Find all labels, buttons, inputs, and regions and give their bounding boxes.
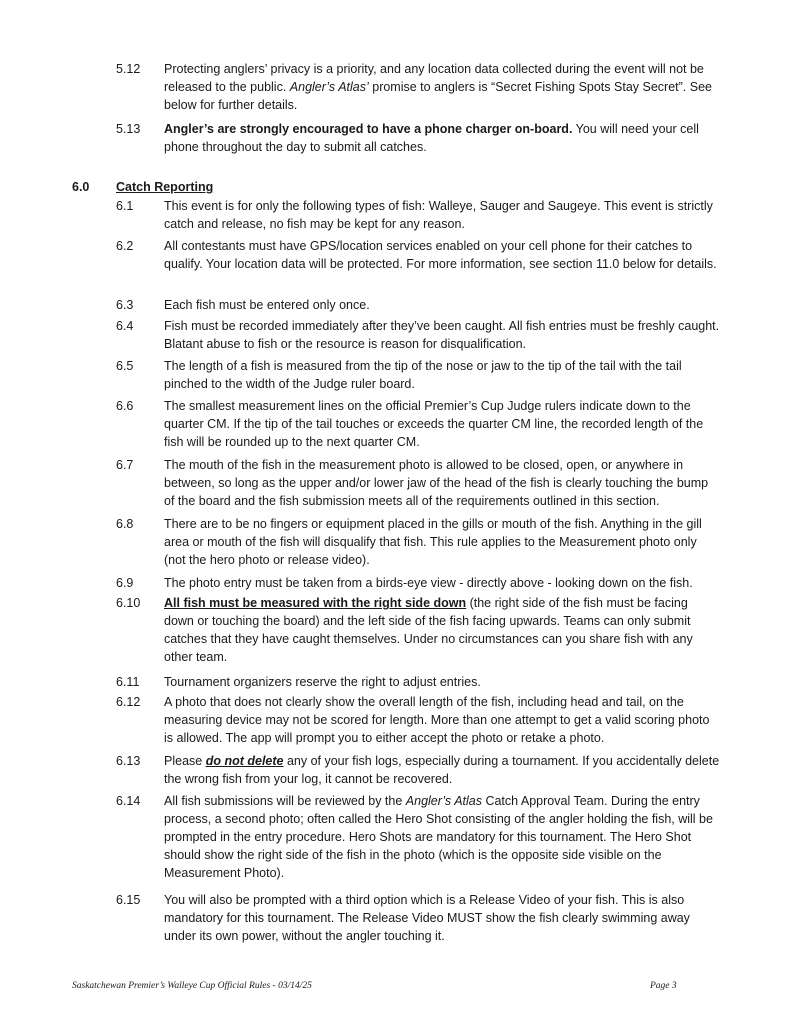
item-number: 6.13 (116, 754, 141, 768)
item-number: 6.3 (116, 298, 134, 312)
text-run: Catch Approval Team. During the entry process, a second photo; often called the Hero Shot consisting of the angler holding the fish, will be prompted in the entry procedure. Hero Shots are mandatory for this tournament. The Hero Shot should show the right side of the fish in the photo (which is the opposite side visible on the Measurement Photo). (164, 794, 713, 880)
text-run: You will need your cell phone throughout the day to submit all catches. (164, 122, 699, 154)
item-number: 5.13 (116, 122, 141, 136)
item-text: You will also be prompted with a third option which is a Release Video of your fish. This is also mandatory for this tournament. The Release Video MUST show the fish clearly swimming away under its own power, without the angler touching it. (164, 893, 690, 943)
item-number: 6.6 (116, 399, 134, 413)
text-run: Protecting anglers’ privacy is a priority, and any location data collected during the event will not be released to the public. (164, 62, 704, 94)
text-run: Please (164, 754, 206, 768)
text-run: any of your fish logs, especially during a tournament. If you accidentally delete the wrong fish from your log, it cannot be recovered. (164, 754, 720, 786)
item-number: 6.10 (116, 596, 141, 610)
section-number: 6.0 (72, 180, 90, 194)
item-text (164, 792, 720, 882)
item-number: 6.7 (116, 458, 134, 472)
brand-italic: Angler’s Atlas’ (289, 80, 369, 94)
item-text: Each fish must be entered only once. (164, 298, 370, 312)
item-text: A photo that does not clearly show the overall length of the fish, including head and tail, on the measuring device may not be scored for length. More than one attempt to get a valid scoring photo is allowed. The app will prompt you to either accept the photo or retake a photo. (164, 695, 710, 745)
brand-italic: Angler’s Atlas (405, 794, 482, 808)
item-number: 6.14 (116, 794, 141, 808)
item-text: This event is for only the following types of fish: Walleye, Sauger and Saugeye. This event is strictly catch and release, no fish may be kept for any reason. (164, 199, 713, 231)
text-run: promise to anglers is “Secret Fishing Spots Stay Secret”. See below for further details. (164, 80, 712, 112)
item-number: 6.15 (116, 893, 141, 907)
item-text: The length of a fish is measured from the tip of the nose or jaw to the tip of the tail with the tail pinched to the width of the Judge ruler board. (164, 359, 682, 391)
item-text: Tournament organizers reserve the right to adjust entries. (164, 675, 481, 689)
item-text: The mouth of the fish in the measurement photo is allowed to be closed, open, or anywhere in between, so long as the upper and/or lower jaw of the head of the fish is clearly touching the bump of the board and the fish submission meets all of the requirements outlined in this section. (164, 458, 709, 508)
item-number: 5.12 (116, 62, 141, 76)
text-run: (the right side of the fish must be facing down or touching the board) and the left side of the fish facing upwards. Teams can only submit catches that they have caught themselves. Under no circumstances can you share fish with any other team. (164, 596, 693, 664)
emphasis-text: do not delete (205, 754, 284, 768)
item-number: 6.4 (116, 319, 134, 333)
item-text (164, 752, 720, 788)
footer-title: Saskatchewan Premier’s Walleye Cup Official Rules - 03/14/25 (72, 981, 312, 991)
item-text: Fish must be recorded immediately after they’ve been caught. All fish entries must be freshly caught. Blatant abuse to fish or the resource is reason for disqualification. (164, 319, 720, 351)
item-text: The smallest measurement lines on the official Premier’s Cup Judge rulers indicate down to the quarter CM. If the tip of the tail touches or exceeds the quarter CM line, the recorded length of the fish will be rounded up to the next quarter CM. (164, 399, 704, 449)
text-run: All fish submissions will be reviewed by the (164, 794, 406, 808)
item-text: There are to be no fingers or equipment placed in the gills or mouth of the fish. Anything in the gill area or mouth of the fish will disqualify that fish. This rule applies to the Measurement photo only (not the hero photo or release video). (164, 517, 702, 567)
item-text (164, 60, 720, 114)
bold-text: Angler’s are strongly encouraged to have a phone charger on-board. (164, 122, 573, 136)
section-title: Catch Reporting (116, 180, 214, 194)
page-number: Page 3 (650, 981, 677, 991)
item-number: 6.9 (116, 576, 134, 590)
item-text: The photo entry must be taken from a birds-eye view - directly above - looking down on the fish. (164, 576, 693, 590)
item-number: 6.5 (116, 359, 134, 373)
item-number: 6.8 (116, 517, 134, 531)
item-text (164, 120, 720, 156)
bold-underline-text: All fish must be measured with the right side down (164, 596, 467, 610)
item-number: 6.1 (116, 199, 134, 213)
item-number: 6.12 (116, 695, 141, 709)
item-number: 6.11 (116, 675, 140, 689)
item-number: 6.2 (116, 239, 134, 253)
item-text: All contestants must have GPS/location services enabled on your cell phone for their catches to qualify. Your location data will be protected. For more information, see section 11.0 below for details. (164, 239, 717, 271)
item-text (164, 594, 720, 666)
